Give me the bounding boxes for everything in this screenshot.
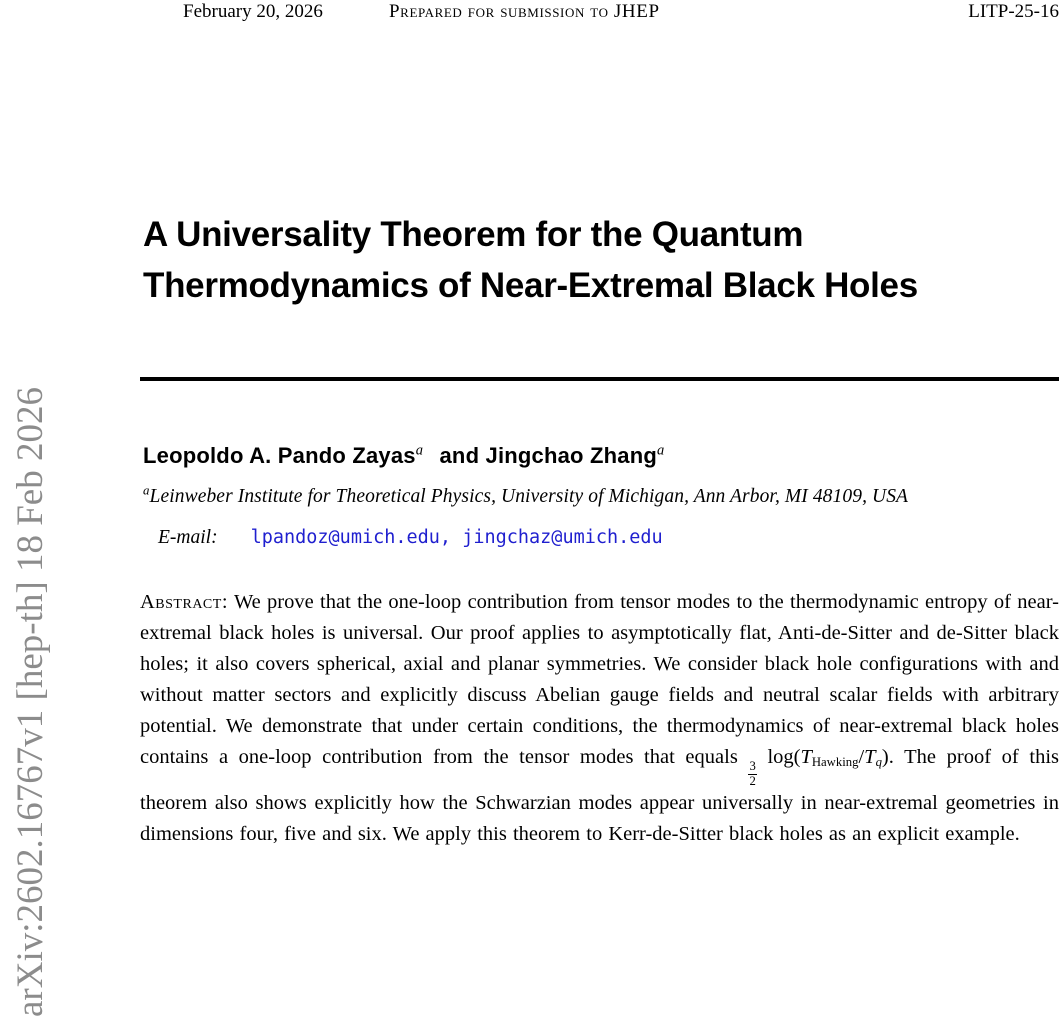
header-submission-note: Prepared for submission to JHEP (389, 1, 660, 22)
page-header (140, 1, 1059, 25)
abstract-text-before-math: We prove that the one-loop contribution from tensor modes to the thermodynamic entropy of near-extremal black holes is universal. Our proof applies to asymptotically flat, Anti-de-Sitter and de-Sitter black holes; it also covers spherical, axial and planar symmetries. We consider black hole configurations with and without matter sectors and explicitly discuss Abelian gauge fields and neutral scalar fields with arbitrary potential. We demonstrate that under certain conditions, the thermodynamics of near-extremal black holes contains a one-loop contribution from the tensor modes that equals (140, 591, 1059, 768)
author-2-name: and Jingchao Zhang (439, 443, 657, 468)
author-1-affiliation-mark: a (415, 442, 424, 459)
author-2-affiliation-mark: a (657, 442, 665, 459)
email-label: E-mail: (158, 527, 218, 548)
math-slash: / (858, 746, 865, 768)
affiliation (143, 483, 909, 508)
abstract-label: Abstract: (140, 591, 229, 613)
math-subscript-hawking: Hawking (811, 755, 859, 770)
fraction-denominator: 2 (749, 773, 756, 788)
paper-content (140, 0, 1059, 1017)
math-close-paren: ). (881, 746, 894, 768)
arxiv-watermark: arXiv:2602.16767v1 [hep-th] 18 Feb 2026 (10, 387, 51, 1017)
email-links[interactable]: lpandoz@umich.edu, jingchaz@umich.edu (250, 527, 663, 548)
math-log-open: log( (767, 746, 801, 768)
title-rule (140, 377, 1059, 381)
report-number: LITP-25-16 (968, 1, 1059, 22)
math-subscript-q: q (875, 755, 882, 770)
math-temperature-hawking-symbol: T (800, 746, 812, 768)
author-1 (143, 443, 423, 468)
paper-title (143, 209, 918, 311)
abstract-text-after-math: The proof of this theorem also shows explicitly how the Schwarzian modes appear universally in near-extremal geometries in dimensions four, five and six. We apply this theorem to Kerr-de-Sitter black holes as an explicit example. (140, 746, 1059, 846)
paper-title-line1: A Universality Theorem for the Quantum (143, 215, 804, 254)
math-temperature-q-symbol: T (864, 746, 876, 768)
paper-title-line2: Thermodynamics of Near-Extremal Black Holes (143, 266, 918, 305)
author-2 (440, 443, 665, 468)
author-1-name: Leopoldo A. Pando Zayas (143, 443, 416, 468)
affiliation-mark: a (143, 483, 150, 498)
fraction-three-halves (748, 760, 756, 788)
authors-line (143, 443, 664, 469)
fraction-numerator: 3 (749, 758, 756, 773)
affiliation-text: Leinweber Institute for Theoretical Physics, University of Michigan, Ann Arbor, MI 48109, USA (149, 486, 909, 507)
abstract-paragraph (140, 587, 1059, 850)
header-date: February 20, 2026 (183, 1, 323, 22)
email-line (158, 527, 663, 549)
